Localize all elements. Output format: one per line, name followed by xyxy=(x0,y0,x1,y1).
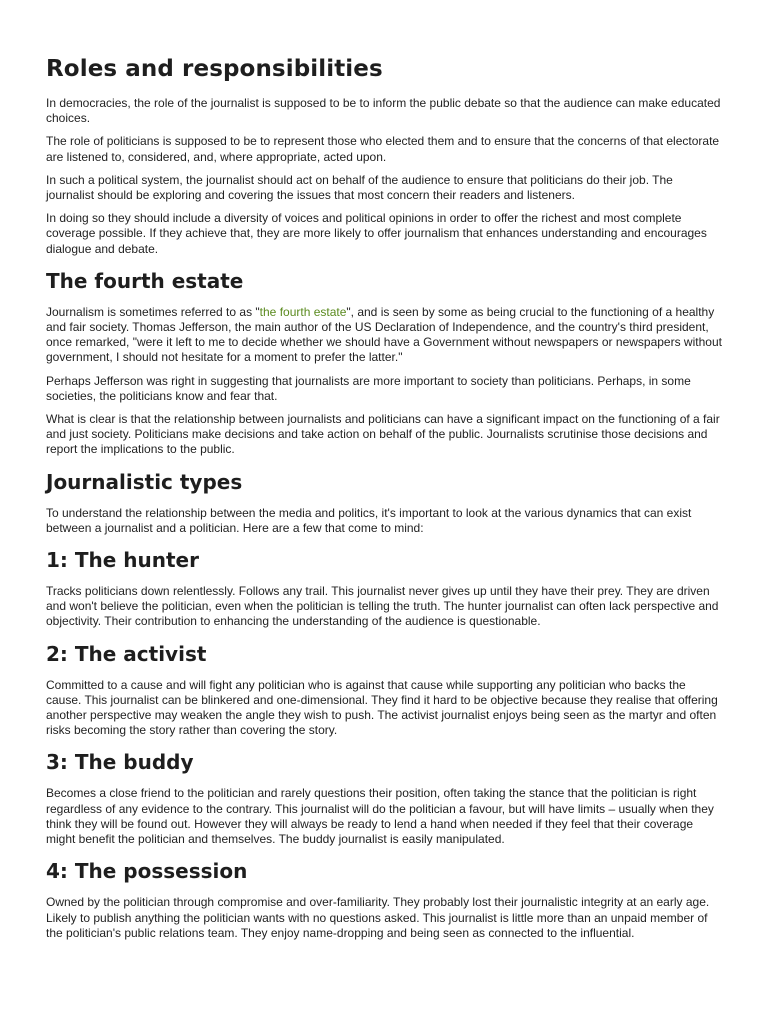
paragraph: What is clear is that the relationship between journalists and politicians can have a significant impact on the functioning of a fair and just society. Politicians make decisions and take action on behalf of the public. Journalists scrutinise those decisions and report the implications to the public. xyxy=(46,412,720,457)
paragraph: In such a political system, the journalist should act on behalf of the audience to ensure that politicians do their job. The journalist should be exploring and covering the issues that most concern their readers and listeners. xyxy=(46,172,673,203)
heading-journalistic-types: Journalistic types xyxy=(46,469,243,494)
paragraph: To understand the relationship between the media and politics, it's important to look at the various dynamics that can exist between a journalist and a politician. Here are a few that come to mind: xyxy=(46,505,692,535)
paragraph: In doing so they should include a diversity of voices and political opinions in order to offer the richest and most complete coverage possible. If they achieve that, they are more likely to offer journalism that enhances understanding and encourages dialogue and debate. xyxy=(46,211,707,256)
paragraph: Becomes a close friend to the politician and rarely questions their position, often taking the stance that the politician is right regardless of any evidence to the contrary. This journalist will do the politician a favour, but will have limits – usually when they think they will be found out. However they will always be ready to lend a hand when needed if they feel that their coverage might benefit the politician and themselves. The buddy journalist is easily manipulated. xyxy=(46,786,714,847)
paragraph-fourth-estate xyxy=(46,305,722,366)
text-span: Journalism is sometimes referred to as " xyxy=(46,304,260,319)
paragraph: Perhaps Jefferson was right in suggesting that journalists are more important to society than politicians. Perhaps, in some societies, the politicians know and fear that. xyxy=(46,373,691,403)
paragraph: In democracies, the role of the journalist is supposed to be to inform the public debate so that the audience can make educated choices. xyxy=(46,96,721,126)
heading-activist: 2: The activist xyxy=(46,641,207,666)
heading-fourth-estate: The fourth estate xyxy=(46,268,244,293)
heading-roles: Roles and responsibilities xyxy=(46,56,383,82)
heading-possession: 4: The possession xyxy=(46,859,248,884)
heading-hunter: 1: The hunter xyxy=(46,548,199,573)
paragraph: The role of politicians is supposed to be to represent those who elected them and to ensure that the concerns of that electorate are listened to, considered, and, where appropriate, acted upon. xyxy=(46,134,720,164)
fourth-estate-link[interactable]: the fourth estate xyxy=(259,304,347,319)
paragraph: Owned by the politician through compromise and over-familiarity. They probably lost their journalistic integrity at an early age. Likely to publish anything the politician wants with no questions asked. This journalist is little more than an unpaid member of the politician's public relations team. They enjoy name-dropping and being seen as connected to the influential. xyxy=(46,895,710,940)
heading-buddy: 3: The buddy xyxy=(46,750,194,775)
paragraph: Tracks politicians down relentlessly. Follows any trail. This journalist never gives up until they have their prey. They are driven and won't believe the politician, even when the politician is telling the truth. The hunter journalist can often lack perspective and objectivity. Their contribution to enhancing the understanding of the audience is questionable. xyxy=(46,584,719,629)
text-span: ", and is seen by some as being crucial to the functioning of a healthy and fair society. Thomas Jefferson, the main author of the US Declaration of Independence, and the country's third president, once remarked, "were it left to me to decide whether we should have a Government without newspapers or newspapers without government, I should not hesitate for a moment to prefer the latter." xyxy=(46,304,722,365)
paragraph: Committed to a cause and will fight any politician who is against that cause while supporting any politician who backs the cause. This journalist can be blinkered and one-dimensional. They find it hard to be objective because they realise that offering another perspective may weaken the angle they wish to push. The activist journalist enjoys being seen as the martyr and often risks becoming the story rather than covering the story. xyxy=(46,677,718,738)
